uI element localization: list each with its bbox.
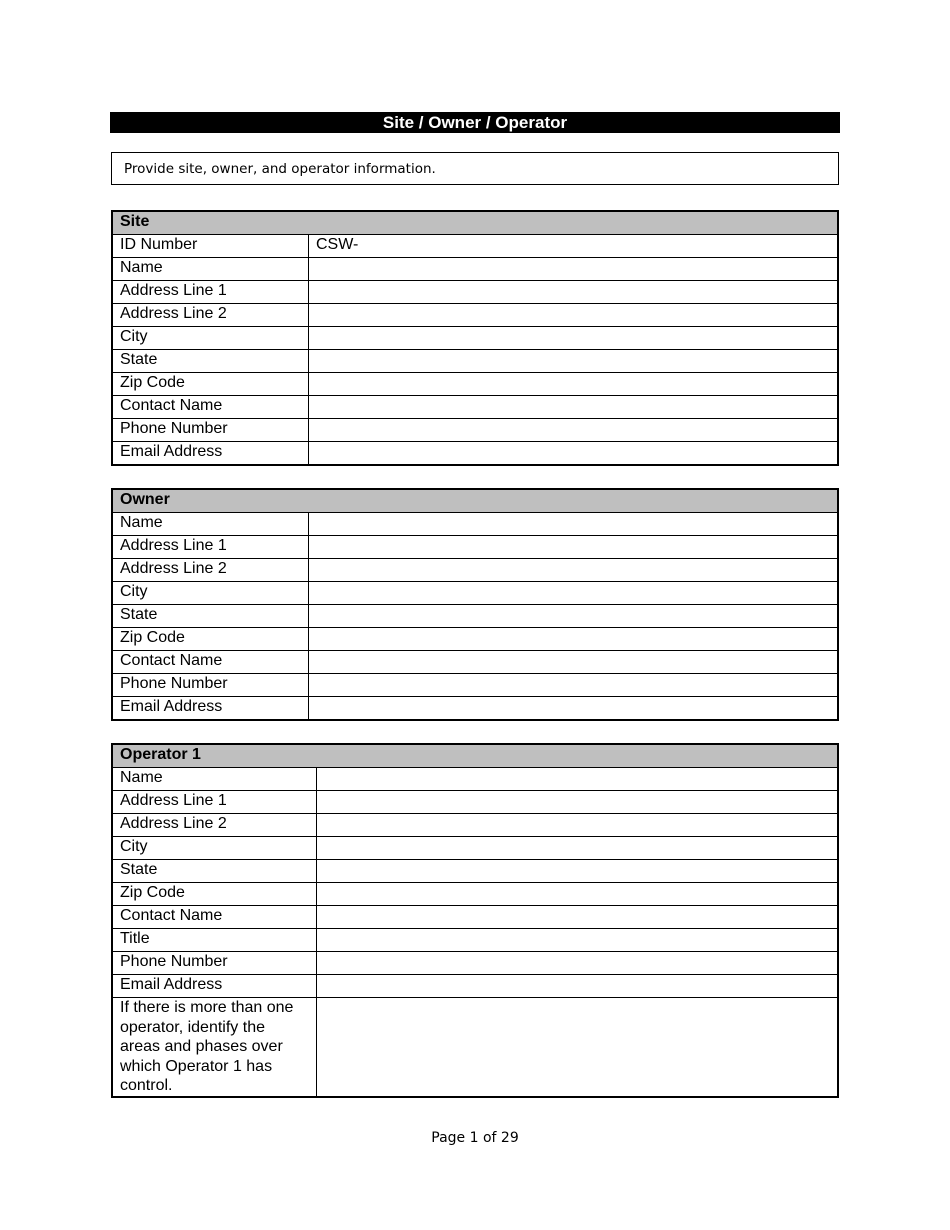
site-id-label: ID Number [112,235,309,258]
operator1-areas-label: If there is more than one operator, identify the areas and phases over which Operator 1 has control. [112,998,317,1097]
page-number: Page 1 of 29 [431,1130,519,1146]
operator1-heading: Operator 1 [112,744,838,768]
owner-city-label: City [112,582,309,605]
site-address2-label: Address Line 2 [112,304,309,327]
operator1-address2-label: Address Line 2 [112,814,317,837]
table-row [112,929,838,952]
table-row [112,327,838,350]
operator1-contact-label: Contact Name [112,906,317,929]
site-phone-label: Phone Number [112,419,309,442]
operator1-email-field[interactable] [317,975,839,998]
table-row [112,442,838,466]
table-row [112,582,838,605]
owner-contact-field[interactable] [309,651,839,674]
site-table [111,210,839,466]
operator1-email-label: Email Address [112,975,317,998]
operator1-city-label: City [112,837,317,860]
operator1-phone-label: Phone Number [112,952,317,975]
table-row [112,883,838,906]
table-row [112,258,838,281]
owner-address2-field[interactable] [309,559,839,582]
table-row [112,674,838,697]
owner-phone-field[interactable] [309,674,839,697]
operator1-name-field[interactable] [317,768,839,791]
table-row [112,419,838,442]
owner-heading: Owner [112,489,838,513]
table-row [112,536,838,559]
owner-zip-label: Zip Code [112,628,309,651]
owner-state-label: State [112,605,309,628]
table-row [112,837,838,860]
operator1-address1-field[interactable] [317,791,839,814]
owner-address1-label: Address Line 1 [112,536,309,559]
operator1-table [111,743,839,1098]
table-row [112,998,838,1097]
owner-name-label: Name [112,513,309,536]
table-row [112,350,838,373]
site-state-label: State [112,350,309,373]
site-heading: Site [112,211,838,235]
site-name-label: Name [112,258,309,281]
table-row [112,651,838,674]
operator1-contact-field[interactable] [317,906,839,929]
table-row [112,281,838,304]
table-row [112,513,838,536]
site-address2-field[interactable] [309,304,839,327]
table-row [112,697,838,721]
table-row [112,768,838,791]
table-row [112,235,838,258]
table-row [112,628,838,651]
site-contact-label: Contact Name [112,396,309,419]
table-row [112,373,838,396]
operator1-address1-label: Address Line 1 [112,791,317,814]
owner-address1-field[interactable] [309,536,839,559]
site-state-field[interactable] [309,350,839,373]
table-row [112,791,838,814]
owner-city-field[interactable] [309,582,839,605]
table-row [112,814,838,837]
operator1-state-label: State [112,860,317,883]
table-row [112,860,838,883]
table-row [112,952,838,975]
table-row [112,975,838,998]
site-id-field[interactable]: CSW- [309,235,839,258]
site-zip-label: Zip Code [112,373,309,396]
owner-email-label: Email Address [112,697,309,721]
owner-zip-field[interactable] [309,628,839,651]
site-address1-field[interactable] [309,281,839,304]
site-email-field[interactable] [309,442,839,466]
site-name-field[interactable] [309,258,839,281]
operator1-title-field[interactable] [317,929,839,952]
table-row [112,304,838,327]
site-email-label: Email Address [112,442,309,466]
site-phone-field[interactable] [309,419,839,442]
operator1-title-label: Title [112,929,317,952]
owner-address2-label: Address Line 2 [112,559,309,582]
operator1-city-field[interactable] [317,837,839,860]
site-city-label: City [112,327,309,350]
operator1-zip-label: Zip Code [112,883,317,906]
operator1-state-field[interactable] [317,860,839,883]
owner-table [111,488,839,721]
owner-contact-label: Contact Name [112,651,309,674]
site-city-field[interactable] [309,327,839,350]
owner-state-field[interactable] [309,605,839,628]
table-row [112,559,838,582]
owner-phone-label: Phone Number [112,674,309,697]
operator1-name-label: Name [112,768,317,791]
operator1-zip-field[interactable] [317,883,839,906]
site-address1-label: Address Line 1 [112,281,309,304]
instructions-box: Provide site, owner, and operator information. [111,152,839,185]
site-zip-field[interactable] [309,373,839,396]
operator1-address2-field[interactable] [317,814,839,837]
operator1-areas-field[interactable] [317,998,839,1097]
owner-email-field[interactable] [309,697,839,721]
table-row [112,605,838,628]
table-row [112,396,838,419]
table-row [112,906,838,929]
owner-name-field[interactable] [309,513,839,536]
section-title: Site / Owner / Operator [110,112,840,133]
site-contact-field[interactable] [309,396,839,419]
operator1-phone-field[interactable] [317,952,839,975]
